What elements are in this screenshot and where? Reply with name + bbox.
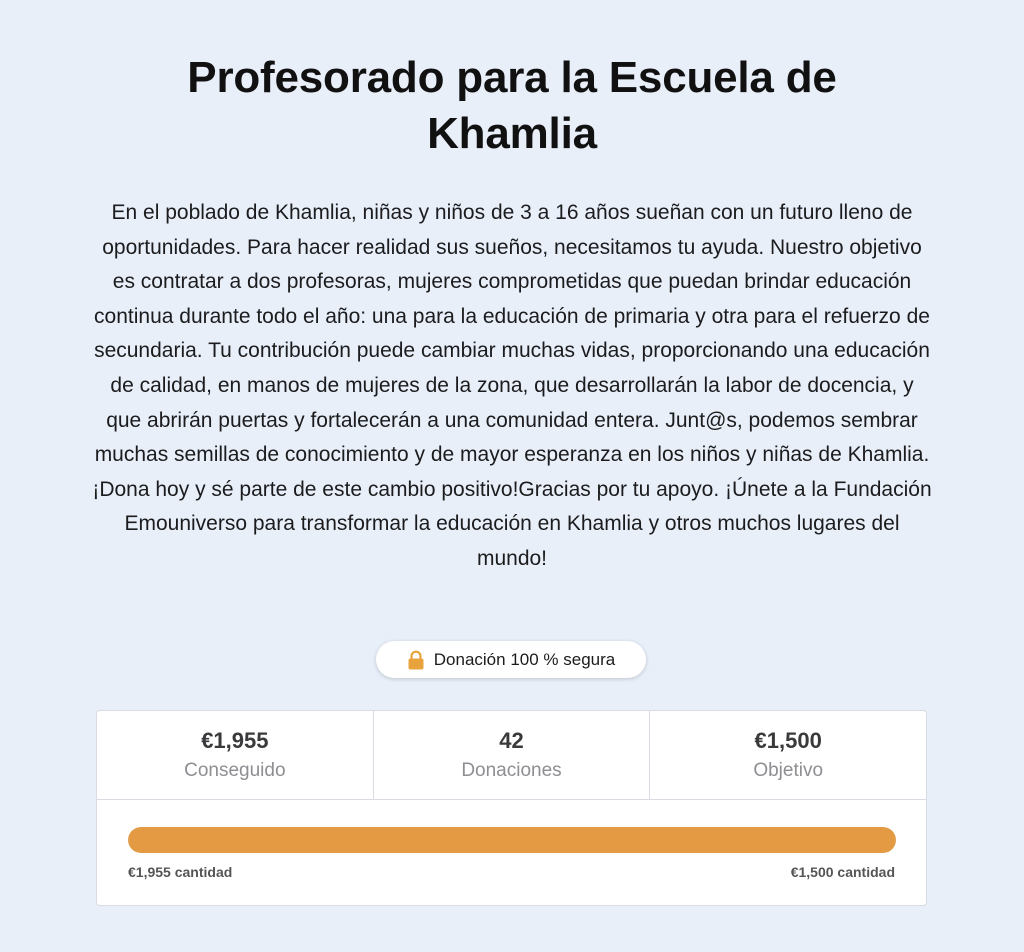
stat-donations xyxy=(374,711,651,799)
stat-raised-value: €1,955 xyxy=(201,728,269,753)
campaign-description: En el poblado de Khamlia, niñas y niños de 3 a 16 años sueñan con un futuro lleno de oportunidades. Para hacer realidad sus sueños, necesitamos tu ayuda. Nuestro objetivo es contratar a dos profesoras, mujeres comprometidas que puedan brindar educación continua durante todo el año: una para la educación de primaria y otra para el refuerzo de secundaria. Tu contribución puede cambiar muchas vidas, proporcionando una educación de calidad, en manos de mujeres de la zona, que desarrollarán la labor de docencia, y que abrirán puertas y fortalecerán a una comunidad entera. Junt@s, podemos sembrar muchas semillas de conocimiento y de mayor esperanza en los niños y niñas de Khamlia. ¡Dona hoy y sé parte de este cambio positivo!Gracias por tu apoyo. ¡Únete a la Fundación Emouniverso para transformar la educación en Khamlia y otros muchos lugares del mundo! xyxy=(92,201,932,570)
lock-icon xyxy=(407,650,425,670)
secure-donation-badge xyxy=(376,641,646,678)
stat-donations-label: Donaciones xyxy=(461,760,562,781)
stat-goal-label: Objetivo xyxy=(753,760,824,781)
stats-row xyxy=(97,711,926,800)
stat-goal xyxy=(650,711,926,799)
secure-donation-label: Donación 100 % segura xyxy=(433,649,616,669)
donation-stats-card xyxy=(96,710,927,906)
stat-donations-value: 42 xyxy=(499,728,524,753)
progress-raised-amount: €1,955 cantidad xyxy=(128,864,233,880)
progress-bar xyxy=(128,827,896,853)
stat-raised-label: Conseguido xyxy=(184,760,286,781)
progress-bar-fill xyxy=(128,827,896,853)
progress-goal-amount: €1,500 cantidad xyxy=(790,864,895,880)
progress-area xyxy=(97,800,926,906)
stat-raised xyxy=(97,711,374,799)
stat-goal-value: €1,500 xyxy=(754,728,822,753)
page-title: Profesorado para la Escuela de Khamlia xyxy=(187,53,837,158)
